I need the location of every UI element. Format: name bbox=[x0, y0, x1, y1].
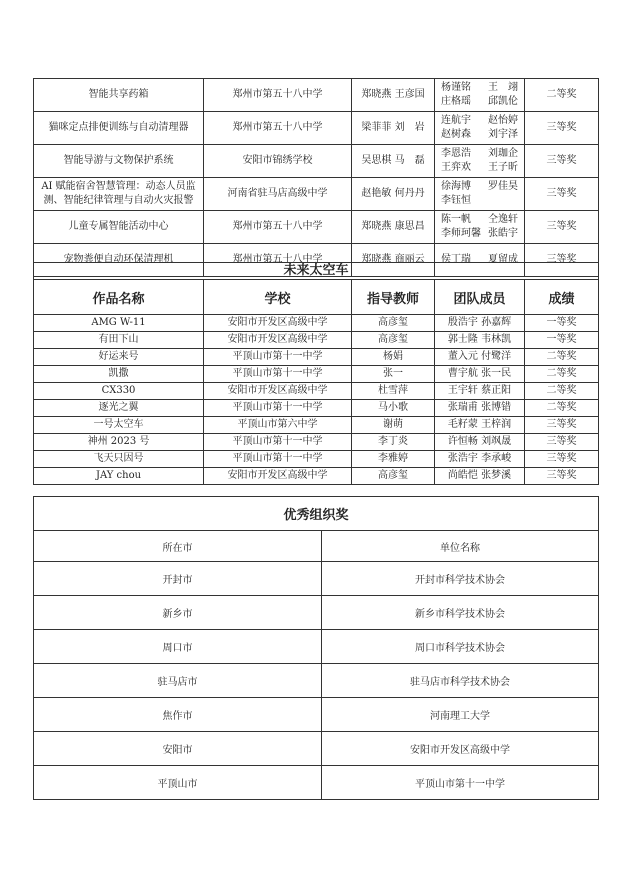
table-row bbox=[34, 664, 599, 698]
table-row bbox=[34, 434, 599, 451]
award-level: 三等奖 bbox=[525, 178, 599, 211]
member-name: 夏留成 bbox=[488, 254, 518, 265]
teacher-name: 高彦玺 bbox=[352, 315, 435, 332]
unit-name: 安阳市开发区高级中学 bbox=[322, 732, 599, 766]
member-name: 李恩浩 bbox=[441, 148, 471, 159]
table-row bbox=[34, 468, 599, 485]
school-name: 平顶山市第十一中学 bbox=[204, 400, 352, 417]
table-row bbox=[34, 630, 599, 664]
award-level: 二等奖 bbox=[525, 79, 599, 112]
team-members: 张浩宇 李承峻 bbox=[435, 451, 525, 468]
team-members: 殷浩宇 孙嘉辉 bbox=[435, 315, 525, 332]
work-name: 一号太空车 bbox=[34, 417, 204, 434]
team-members: 尚皓恺 张梦溪 bbox=[435, 468, 525, 485]
award-level: 二等奖 bbox=[525, 383, 599, 400]
member-name: 庄格瑶 bbox=[441, 96, 471, 107]
member-name: 李钰恒 bbox=[441, 195, 471, 206]
teacher-name: 谢萌 bbox=[352, 417, 435, 434]
award-level: 一等奖 bbox=[525, 332, 599, 349]
school-name: 河南省驻马店高级中学 bbox=[204, 178, 352, 211]
table-row bbox=[34, 112, 599, 145]
school-name: 平顶山市第十一中学 bbox=[204, 349, 352, 366]
work-name: 好运来号 bbox=[34, 349, 204, 366]
school-name: 安阳市开发区高级中学 bbox=[204, 383, 352, 400]
unit-name: 开封市科学技术协会 bbox=[322, 562, 599, 596]
member-name: 李师珂馨 bbox=[441, 228, 481, 239]
school-name: 安阳市开发区高级中学 bbox=[204, 332, 352, 349]
teacher-names: 郑晓燕 康思昌 bbox=[352, 211, 435, 244]
member-name: 刘珈企 bbox=[488, 148, 518, 159]
member-line bbox=[435, 95, 524, 109]
award-level: 三等奖 bbox=[525, 451, 599, 468]
teacher-name: 张一 bbox=[352, 366, 435, 383]
team-members bbox=[435, 145, 525, 178]
unit-name: 新乡市科学技术协会 bbox=[322, 596, 599, 630]
award-level: 三等奖 bbox=[525, 112, 599, 145]
work-name: JAY chou bbox=[34, 468, 204, 485]
city-name: 焦作市 bbox=[34, 698, 322, 732]
team-members: 王宇轩 蔡正阳 bbox=[435, 383, 525, 400]
table-row bbox=[34, 562, 599, 596]
member-name: 刘宇泽 bbox=[488, 129, 518, 140]
award-level: 二等奖 bbox=[525, 400, 599, 417]
section-title-organization: 优秀组织奖 bbox=[34, 497, 599, 531]
member-name: 赵怡婷 bbox=[488, 115, 518, 126]
work-name: 飞天只因号 bbox=[34, 451, 204, 468]
work-name: AMG W-11 bbox=[34, 315, 204, 332]
member-line bbox=[435, 81, 524, 95]
header-city: 所在市 bbox=[34, 531, 322, 562]
work-name: 猫咪定点排便训练与自动清理器 bbox=[34, 112, 204, 145]
member-name: 仝逸轩 bbox=[488, 214, 518, 225]
member-name: 王 翊 bbox=[488, 82, 518, 93]
city-name: 开封市 bbox=[34, 562, 322, 596]
award-level: 二等奖 bbox=[525, 349, 599, 366]
work-name: 逐光之翼 bbox=[34, 400, 204, 417]
city-name: 平顶山市 bbox=[34, 766, 322, 800]
teacher-name: 李丁炎 bbox=[352, 434, 435, 451]
work-name: CX330 bbox=[34, 383, 204, 400]
member-name: 徐海博 bbox=[441, 181, 471, 192]
award-level: 三等奖 bbox=[525, 211, 599, 244]
table-row bbox=[34, 451, 599, 468]
table-row bbox=[34, 596, 599, 630]
table-row bbox=[34, 400, 599, 417]
teacher-names: 吴思棋 马 磊 bbox=[352, 145, 435, 178]
teacher-names: 赵艳敏 何丹丹 bbox=[352, 178, 435, 211]
header-award: 成绩 bbox=[525, 280, 599, 315]
header-members: 团队成员 bbox=[435, 280, 525, 315]
work-name: 凯撒 bbox=[34, 366, 204, 383]
member-line bbox=[435, 128, 524, 142]
table-row bbox=[34, 383, 599, 400]
team-members: 毛籽蒙 王梓润 bbox=[435, 417, 525, 434]
work-name: 智能导游与文物保护系统 bbox=[34, 145, 204, 178]
header-school: 学校 bbox=[204, 280, 352, 315]
member-name: 王子昕 bbox=[488, 162, 518, 173]
unit-name: 平顶山市第十一中学 bbox=[322, 766, 599, 800]
city-name: 安阳市 bbox=[34, 732, 322, 766]
member-name: 邱凯伦 bbox=[488, 96, 518, 107]
table-row bbox=[34, 211, 599, 244]
school-name: 平顶山市第十一中学 bbox=[204, 434, 352, 451]
award-level: 二等奖 bbox=[525, 366, 599, 383]
teacher-name: 高彦玺 bbox=[352, 332, 435, 349]
team-members: 曹宇航 张一民 bbox=[435, 366, 525, 383]
member-line bbox=[435, 194, 524, 208]
school-name: 安阳市开发区高级中学 bbox=[204, 315, 352, 332]
table-row bbox=[34, 417, 599, 434]
school-name: 平顶山市第十一中学 bbox=[204, 451, 352, 468]
member-line bbox=[435, 213, 524, 227]
header-work: 作品名称 bbox=[34, 280, 204, 315]
team-members: 张瑞甫 张博错 bbox=[435, 400, 525, 417]
work-name: 儿童专属智能活动中心 bbox=[34, 211, 204, 244]
teacher-names: 郑晓燕 王彦国 bbox=[352, 79, 435, 112]
school-name: 平顶山市第六中学 bbox=[204, 417, 352, 434]
award-level: 三等奖 bbox=[525, 244, 599, 277]
table-row bbox=[34, 766, 599, 800]
table-row bbox=[34, 366, 599, 383]
member-line bbox=[435, 180, 524, 194]
member-line bbox=[435, 147, 524, 161]
table-row bbox=[34, 79, 599, 112]
teacher-name: 杜雪萍 bbox=[352, 383, 435, 400]
teacher-names: 郑晓燕 商丽云 bbox=[352, 244, 435, 277]
award-level: 三等奖 bbox=[525, 468, 599, 485]
header-teacher: 指导教师 bbox=[352, 280, 435, 315]
header-unit: 单位名称 bbox=[322, 531, 599, 562]
teacher-name: 高彦玺 bbox=[352, 468, 435, 485]
member-line bbox=[435, 114, 524, 128]
city-name: 驻马店市 bbox=[34, 664, 322, 698]
school-name: 郑州市第五十八中学 bbox=[204, 244, 352, 277]
teacher-names: 梁菲菲 刘 岩 bbox=[352, 112, 435, 145]
school-name: 安阳市开发区高级中学 bbox=[204, 468, 352, 485]
member-name: 陈一帆 bbox=[441, 214, 471, 225]
team-members bbox=[435, 211, 525, 244]
table-row bbox=[34, 349, 599, 366]
member-name: 罗佳昊 bbox=[488, 181, 518, 192]
table-row bbox=[34, 732, 599, 766]
school-name: 郑州市第五十八中学 bbox=[204, 211, 352, 244]
member-name: 张皓宇 bbox=[488, 228, 518, 239]
award-level: 三等奖 bbox=[525, 145, 599, 178]
member-name: 连航宇 bbox=[441, 115, 471, 126]
team-members: 许恒畅 刘飒晟 bbox=[435, 434, 525, 451]
work-name: 智能共享药箱 bbox=[34, 79, 204, 112]
work-name: 宠物粪便自动环保清理机 bbox=[34, 244, 204, 277]
work-name: AI 赋能宿舍智慧管理：动态人员监测、智能纪律管理与自动火灾报警 bbox=[34, 178, 204, 211]
team-members bbox=[435, 112, 525, 145]
member-name: 杨谨铭 bbox=[441, 82, 471, 93]
work-name: 有田下山 bbox=[34, 332, 204, 349]
team-members: 郭士隆 韦林凯 bbox=[435, 332, 525, 349]
school-name: 平顶山市第十一中学 bbox=[204, 366, 352, 383]
award-level: 三等奖 bbox=[525, 434, 599, 451]
unit-name: 周口市科学技术协会 bbox=[322, 630, 599, 664]
unit-name: 河南理工大学 bbox=[322, 698, 599, 732]
table-row bbox=[34, 698, 599, 732]
organization-award-table bbox=[33, 496, 599, 800]
section-title-space-car: 未来太空车 bbox=[34, 263, 599, 280]
school-name: 郑州市第五十八中学 bbox=[204, 112, 352, 145]
work-name: 神州 2023 号 bbox=[34, 434, 204, 451]
member-line bbox=[435, 161, 524, 175]
member-name: 王弈欢 bbox=[441, 162, 471, 173]
teacher-name: 马小歌 bbox=[352, 400, 435, 417]
award-level: 三等奖 bbox=[525, 417, 599, 434]
table-row bbox=[34, 332, 599, 349]
city-name: 周口市 bbox=[34, 630, 322, 664]
table-row bbox=[34, 315, 599, 332]
member-name: 赵树森 bbox=[441, 129, 471, 140]
table-row bbox=[34, 145, 599, 178]
teacher-name: 杨娟 bbox=[352, 349, 435, 366]
space-car-table bbox=[33, 262, 599, 485]
city-name: 新乡市 bbox=[34, 596, 322, 630]
team-members bbox=[435, 178, 525, 211]
awards-table-continued bbox=[33, 78, 599, 277]
school-name: 安阳市锦绣学校 bbox=[204, 145, 352, 178]
member-line bbox=[435, 227, 524, 241]
table-row bbox=[34, 178, 599, 211]
school-name: 郑州市第五十八中学 bbox=[204, 79, 352, 112]
member-name: 侯丁瑞 bbox=[441, 254, 471, 265]
teacher-name: 李雅婷 bbox=[352, 451, 435, 468]
team-members: 董入元 付鹭洋 bbox=[435, 349, 525, 366]
team-members bbox=[435, 79, 525, 112]
award-level: 一等奖 bbox=[525, 315, 599, 332]
unit-name: 驻马店市科学技术协会 bbox=[322, 664, 599, 698]
